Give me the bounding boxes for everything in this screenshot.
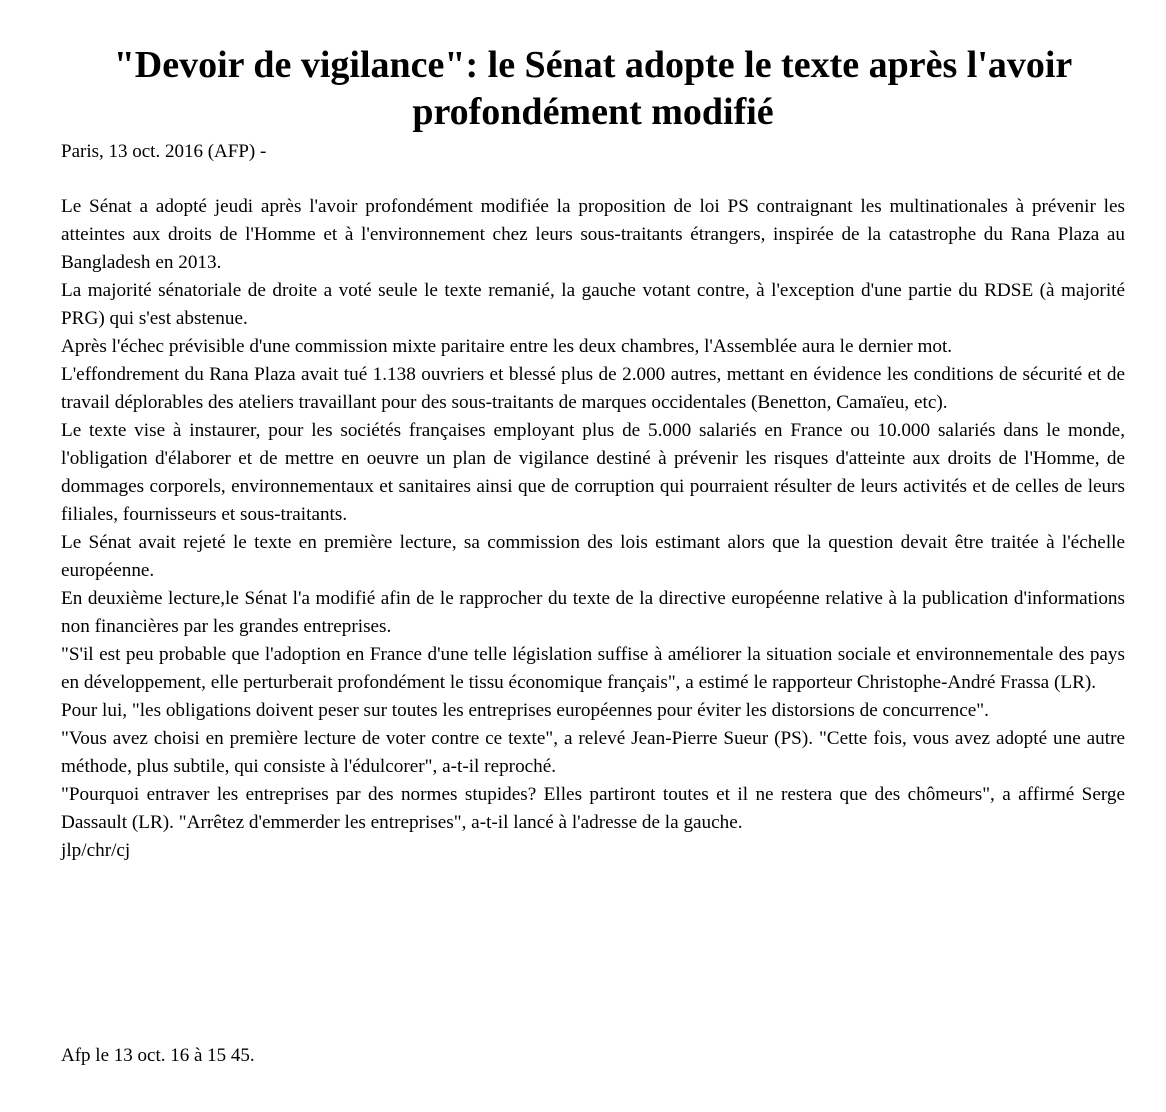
article-paragraph: "Pourquoi entraver les entreprises par des normes stupides? Elles partiront toutes et il ne restera que des chômeurs", a affirmé Serge Dassault (LR). "Arrêtez d'emmerder les entreprises", a-t-il lancé à l'adresse de la gauche.: [61, 784, 1125, 833]
article-dateline: Paris, 13 oct. 2016 (AFP) -: [61, 141, 267, 162]
article-signature: jlp/chr/cj: [61, 840, 131, 861]
article-paragraph: La majorité sénatoriale de droite a voté seule le texte remanié, la gauche votant contre, à l'exception d'une partie du RDSE (à majorité PRG) qui s'est abstenue.: [61, 280, 1125, 329]
article-paragraph: En deuxième lecture,le Sénat l'a modifié afin de le rapprocher du texte de la directive européenne relative à la publication d'informations non financières par les grandes entreprises.: [61, 588, 1125, 637]
article-paragraph: Pour lui, "les obligations doivent peser sur toutes les entreprises européennes pour éviter les distorsions de concurrence".: [61, 700, 989, 721]
article-paragraph: Le texte vise à instaurer, pour les sociétés françaises employant plus de 5.000 salariés en France ou 10.000 salariés dans le monde, l'obligation d'élaborer et de mettre en oeuvre un plan de vigilance destiné à prévenir les risques d'atteinte aux droits de l'Homme, de dommages corporels, environnementaux et sanitaires ainsi que de corruption qui pourraient résulter de leurs activités et de celles de leurs filiales, fournisseurs et sous-traitants.: [61, 420, 1125, 525]
article-paragraph: Le Sénat a adopté jeudi après l'avoir profondément modifiée la proposition de loi PS contraignant les multinationales à prévenir les atteintes aux droits de l'Homme et à l'environnement chez leurs sous-traitants étrangers, inspirée de la catastrophe du Rana Plaza au Bangladesh en 2013.: [61, 196, 1125, 273]
article-footer: Afp le 13 oct. 16 à 15 45.: [61, 1045, 255, 1066]
article-paragraph: "Vous avez choisi en première lecture de voter contre ce texte", a relevé Jean-Pierre Sueur (PS). "Cette fois, vous avez adopté une autre méthode, plus subtile, qui consiste à l'édulcorer", a-t-il reproché.: [61, 728, 1125, 777]
article-paragraph: Après l'échec prévisible d'une commission mixte paritaire entre les deux chambres, l'Assemblée aura le dernier mot.: [61, 336, 953, 357]
article-paragraph: "S'il est peu probable que l'adoption en France d'une telle législation suffise à améliorer la situation sociale et environnementale des pays en développement, elle perturberait profondément le tissu économique français", a estimé le rapporteur Christophe-André Frassa (LR).: [61, 644, 1125, 693]
article-paragraph: Le Sénat avait rejeté le texte en première lecture, sa commission des lois estimant alors que la question devait être traitée à l'échelle européenne.: [61, 532, 1125, 581]
article-body: [61, 193, 1125, 865]
article-paragraph: L'effondrement du Rana Plaza avait tué 1.138 ouvriers et blessé plus de 2.000 autres, mettant en évidence les conditions de sécurité et de travail déplorables des ateliers travaillant pour des sous-traitants de marques occidentales (Benetton, Camaïeu, etc).: [61, 364, 1125, 413]
article-title: "Devoir de vigilance": le Sénat adopte le texte après l'avoir profondément modifié: [113, 44, 1073, 133]
